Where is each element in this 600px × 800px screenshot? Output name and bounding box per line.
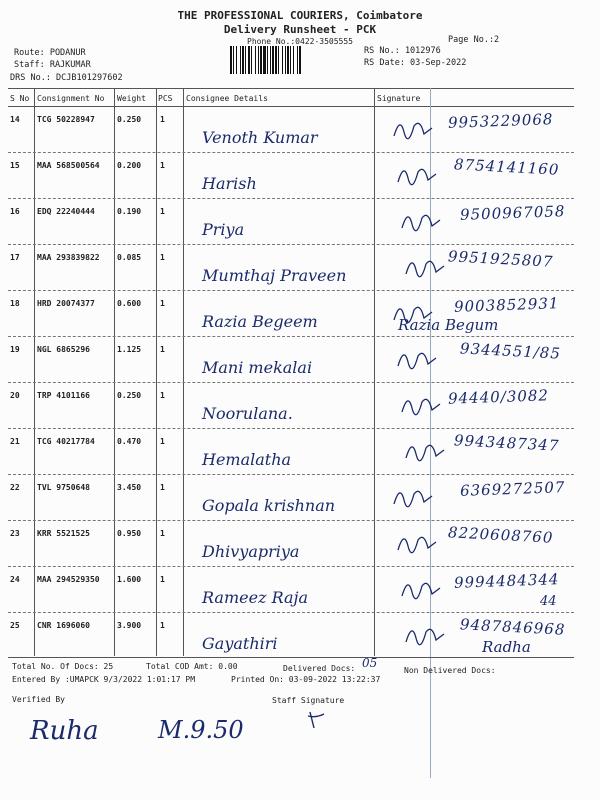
row-consignment-no: HRD 20074377 bbox=[37, 299, 95, 308]
col-header-sno: S No bbox=[10, 94, 30, 103]
row-separator bbox=[8, 152, 574, 153]
row-phone-handwritten: 9487846968 bbox=[459, 615, 566, 639]
col-header-signature: Signature bbox=[377, 94, 421, 103]
row-signature-scribble bbox=[402, 620, 450, 650]
row-consignee-name-handwritten: Hemalatha bbox=[202, 450, 292, 469]
row-consignment-no: MAA 294529350 bbox=[37, 575, 100, 584]
row-pcs: 1 bbox=[160, 483, 165, 492]
row-sno: 18 bbox=[10, 299, 20, 308]
row-consignment-no: MAA 568500564 bbox=[37, 161, 100, 170]
row-signature-scribble bbox=[394, 528, 442, 558]
row-phone-handwritten: 9500967058 bbox=[459, 202, 566, 224]
delivered-docs-handwritten: 05 bbox=[362, 656, 378, 670]
row-consignee-name-handwritten: Harish bbox=[202, 174, 257, 193]
row-phone-handwritten: 9943487347 bbox=[453, 431, 560, 455]
row-sno: 23 bbox=[10, 529, 20, 538]
row-consignee-name-handwritten: Dhivyapriya bbox=[202, 542, 300, 561]
row-weight: 0.190 bbox=[117, 207, 142, 216]
row-consignee-name-handwritten: Gopala krishnan bbox=[202, 496, 336, 515]
row-sno: 25 bbox=[10, 621, 20, 630]
row-pcs: 1 bbox=[160, 207, 165, 216]
row-consignment-no: NGL 6865296 bbox=[37, 345, 90, 354]
row-pcs: 1 bbox=[160, 115, 165, 124]
verified-by-label: Verified By bbox=[12, 695, 65, 704]
drs-number: DRS No.: DCJB101297602 bbox=[10, 73, 123, 83]
row-separator bbox=[8, 566, 574, 567]
row-sno: 19 bbox=[10, 345, 20, 354]
row-phone-handwritten: 9344551/85 bbox=[459, 339, 562, 363]
col-divider bbox=[34, 88, 35, 656]
col-header-consignee: Consignee Details bbox=[186, 94, 268, 103]
row-consignee-name-handwritten: Venoth Kumar bbox=[202, 128, 318, 147]
staff-signature-label: Staff Signature bbox=[272, 696, 345, 705]
row-consignee-name-handwritten: Razia Begeem bbox=[202, 312, 318, 331]
handwritten-signature-row25: Radha bbox=[482, 638, 531, 656]
row-separator bbox=[8, 474, 574, 475]
row-weight: 0.250 bbox=[117, 115, 142, 124]
row-weight: 3.450 bbox=[117, 483, 142, 492]
col-divider bbox=[183, 88, 184, 656]
row-pcs: 1 bbox=[160, 575, 165, 584]
row-weight: 0.200 bbox=[117, 161, 142, 170]
row-weight: 1.125 bbox=[117, 345, 142, 354]
row-weight: 0.950 bbox=[117, 529, 142, 538]
row-separator bbox=[8, 382, 574, 383]
row-pcs: 1 bbox=[160, 345, 165, 354]
row-consignment-no: MAA 293839822 bbox=[37, 253, 100, 262]
row-weight: 0.250 bbox=[117, 391, 142, 400]
row-separator bbox=[8, 612, 574, 613]
page-number: Page No.:2 bbox=[448, 35, 500, 45]
non-delivered-docs: Non Delivered Docs: bbox=[404, 666, 496, 675]
row-consignee-name-handwritten: Gayathiri bbox=[202, 634, 278, 653]
row-signature-scribble bbox=[398, 206, 446, 236]
row-sno: 24 bbox=[10, 575, 20, 584]
row-consignee-name-handwritten: Mumthaj Praveen bbox=[202, 266, 347, 285]
row-phone-handwritten: 9003852931 bbox=[453, 294, 560, 316]
row-sno: 22 bbox=[10, 483, 20, 492]
row-sno: 17 bbox=[10, 253, 20, 262]
row-pcs: 1 bbox=[160, 253, 165, 262]
total-docs: Total No. Of Docs: 25 bbox=[12, 662, 114, 671]
row-separator bbox=[8, 198, 574, 199]
row-consignment-no: TCG 40217784 bbox=[37, 437, 95, 446]
row-signature-scribble bbox=[394, 160, 442, 190]
row-separator bbox=[8, 428, 574, 429]
row-phone-handwritten: 8220608760 bbox=[447, 523, 554, 547]
row-weight: 0.085 bbox=[117, 253, 142, 262]
row-pcs: 1 bbox=[160, 299, 165, 308]
phone-number: Phone No.:0422-3505555 bbox=[247, 37, 353, 46]
row-signature-scribble bbox=[402, 252, 450, 282]
row-consignment-no: CNR 1696060 bbox=[37, 621, 90, 630]
row-consignment-no: TVL 9750648 bbox=[37, 483, 90, 492]
row-signature-scribble bbox=[398, 390, 446, 420]
col-header-pcs: PCS bbox=[158, 94, 173, 103]
row-consignment-no: KRR 5521525 bbox=[37, 529, 90, 538]
handwritten-signature-row18: Razia Begum bbox=[398, 316, 499, 334]
row-separator bbox=[8, 336, 574, 337]
row-signature-scribble bbox=[390, 482, 438, 512]
barcode bbox=[230, 46, 354, 74]
table-bottom-border bbox=[8, 657, 574, 658]
verified-signature-2: M.9.50 bbox=[158, 716, 244, 744]
col-divider bbox=[156, 88, 157, 656]
row-pcs: 1 bbox=[160, 391, 165, 400]
row-consignee-name-handwritten: Noorulana. bbox=[202, 404, 293, 423]
row-weight: 0.470 bbox=[117, 437, 142, 446]
row-pcs: 1 bbox=[160, 621, 165, 630]
row-consignment-no: EDQ 22240444 bbox=[37, 207, 95, 216]
row-consignment-no: TCG 50228947 bbox=[37, 115, 95, 124]
row-consignee-name-handwritten: Rameez Raja bbox=[202, 588, 309, 607]
table-header-border bbox=[8, 106, 574, 107]
staff-label: Staff: RAJKUMAR bbox=[14, 60, 91, 70]
row-weight: 0.600 bbox=[117, 299, 142, 308]
table-top-border bbox=[8, 88, 574, 89]
row-pcs: 1 bbox=[160, 529, 165, 538]
row-phone-handwritten: 6369272507 bbox=[459, 478, 566, 500]
row-consignee-name-handwritten: Priya bbox=[202, 220, 245, 239]
row-signature-scribble bbox=[394, 344, 442, 374]
row-sno: 20 bbox=[10, 391, 20, 400]
row-pcs: 1 bbox=[160, 437, 165, 446]
col-header-weight: Weight bbox=[117, 94, 146, 103]
row-phone-handwritten: 9951925807 bbox=[447, 247, 554, 271]
col-divider bbox=[114, 88, 115, 656]
row-signature-scribble bbox=[390, 114, 438, 144]
route-label: Route: PODANUR bbox=[14, 48, 86, 58]
col-divider bbox=[374, 88, 375, 656]
entered-by: Entered By :UMAPCK 9/3/2022 1:01:17 PM bbox=[12, 675, 196, 684]
row-consignment-no: TRP 4101166 bbox=[37, 391, 90, 400]
row-phone-handwritten: 9953229068 bbox=[447, 110, 554, 132]
rs-date: RS Date: 03-Sep-2022 bbox=[364, 58, 467, 68]
handwritten-phone-suffix: 44 bbox=[540, 594, 557, 609]
row-sno: 16 bbox=[10, 207, 20, 216]
row-signature-scribble bbox=[398, 574, 446, 604]
row-sno: 21 bbox=[10, 437, 20, 446]
row-separator bbox=[8, 520, 574, 521]
company-title: THE PROFESSIONAL COURIERS, Coimbatore bbox=[177, 9, 423, 22]
col-header-consignment: Consignment No bbox=[37, 94, 105, 103]
staff-signature-mark bbox=[306, 708, 336, 732]
row-weight: 3.900 bbox=[117, 621, 142, 630]
row-sno: 15 bbox=[10, 161, 20, 170]
total-cod: Total COD Amt: 0.00 bbox=[146, 662, 238, 671]
delivered-docs: Delivered Docs: bbox=[283, 664, 356, 673]
row-signature-scribble bbox=[402, 436, 450, 466]
row-phone-handwritten: 9994484344 bbox=[453, 570, 560, 592]
row-separator bbox=[8, 244, 574, 245]
row-pcs: 1 bbox=[160, 161, 165, 170]
printed-on: Printed On: 03-09-2022 13:22:37 bbox=[231, 675, 381, 684]
row-sno: 14 bbox=[10, 115, 20, 124]
verified-signature-1: Ruha bbox=[30, 716, 99, 746]
row-phone-handwritten: 8754141160 bbox=[453, 155, 560, 179]
row-weight: 1.600 bbox=[117, 575, 142, 584]
runsheet-subtitle: Delivery Runsheet - PCK bbox=[223, 23, 377, 36]
row-consignee-name-handwritten: Mani mekalai bbox=[202, 358, 313, 377]
row-separator bbox=[8, 290, 574, 291]
rs-number: RS No.: 1012976 bbox=[364, 46, 441, 56]
row-phone-handwritten: 94440/3082 bbox=[447, 386, 550, 408]
